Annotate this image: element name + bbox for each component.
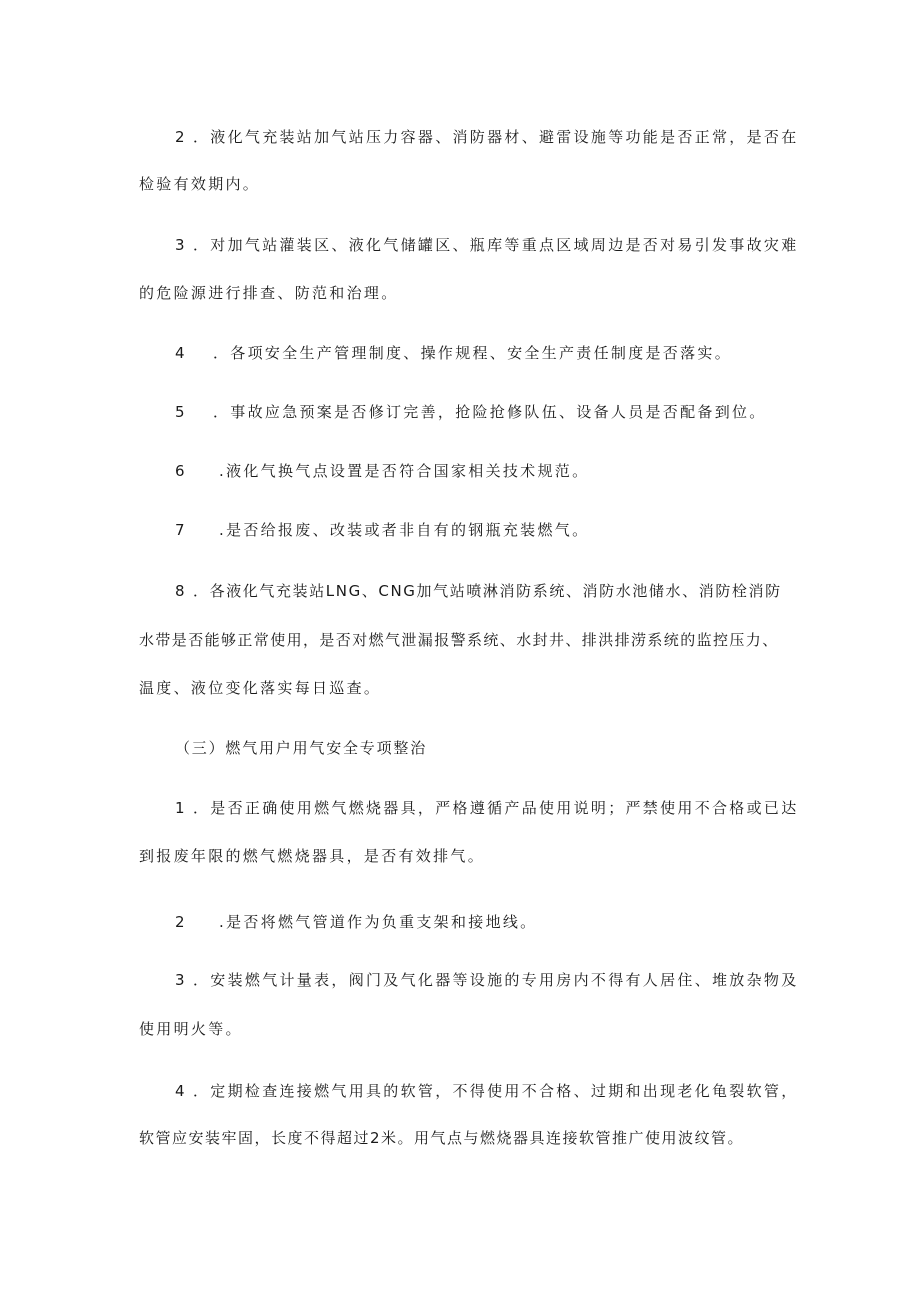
- item-text-line: .是否给报废、改装或者非自有的钢瓶充装燃气。: [219, 521, 590, 539]
- item-text-line: ．事故应急预案是否修订完善，抢险抢修队伍、设备人员是否配备到位。: [213, 403, 767, 421]
- item-text-line: ．各项安全生产管理制度、操作规程、安全生产责任制度是否落实。: [213, 344, 733, 362]
- item-number: 8: [175, 582, 185, 600]
- item-text-line: 检验有效期内。: [139, 175, 261, 193]
- item-number: 4: [175, 344, 185, 362]
- item-text-line: ．是否正确使用燃气燃烧器具，严格遵循产品使用说明；严禁使用不合格或已达: [193, 799, 799, 817]
- item-number: 4: [175, 1082, 185, 1100]
- item-number: 3: [175, 971, 185, 989]
- item-number: 3: [175, 236, 185, 254]
- item-number: 7: [175, 521, 185, 539]
- item-text-line: 的危险源进行排查、防范和治理。: [139, 284, 399, 302]
- item-text-line: .是否将燃气管道作为负重支架和接地线。: [219, 913, 538, 931]
- item-text-line: 到报废年限的燃气燃烧器具，是否有效排气。: [139, 847, 486, 865]
- item-number: 1: [175, 799, 185, 817]
- item-text-line: 软管应安装牢固，长度不得超过2米。用气点与燃烧器具连接软管推广使用波纹管。: [139, 1129, 745, 1147]
- item-text-line: 使用明火等。: [139, 1020, 243, 1038]
- item-text-line: ．定期检查连接燃气用具的软管，不得使用不合格、过期和出现老化龟裂软管，: [193, 1082, 799, 1100]
- section-heading: （三）燃气用户用气安全专项整治: [175, 739, 428, 757]
- item-number: 2: [175, 913, 185, 931]
- item-number: 5: [175, 403, 185, 421]
- item-text-line: .液化气换气点设置是否符合国家相关技术规范。: [219, 462, 590, 480]
- item-number: 2: [175, 128, 185, 146]
- item-text-line: ．各液化气充装站LNG、CNG加气站喷淋消防系统、消防水池储水、消防栓消防: [193, 582, 782, 600]
- item-text-line: ．对加气站灌装区、液化气储罐区、瓶库等重点区域周边是否对易引发事故灾难: [193, 236, 799, 254]
- item-text-line: 温度、液位变化落实每日巡查。: [139, 679, 382, 697]
- item-text-line: 水带是否能够正常使用，是否对燃气泄漏报警系统、水封井、排洪排涝系统的监控压力、: [139, 631, 779, 649]
- item-number: 6: [175, 462, 185, 480]
- item-text-line: ．安装燃气计量表，阀门及气化器等设施的专用房内不得有人居住、堆放杂物及: [193, 971, 799, 989]
- item-text-line: ．液化气充装站加气站压力容器、消防器材、避雷设施等功能是否正常，是否在: [193, 128, 799, 146]
